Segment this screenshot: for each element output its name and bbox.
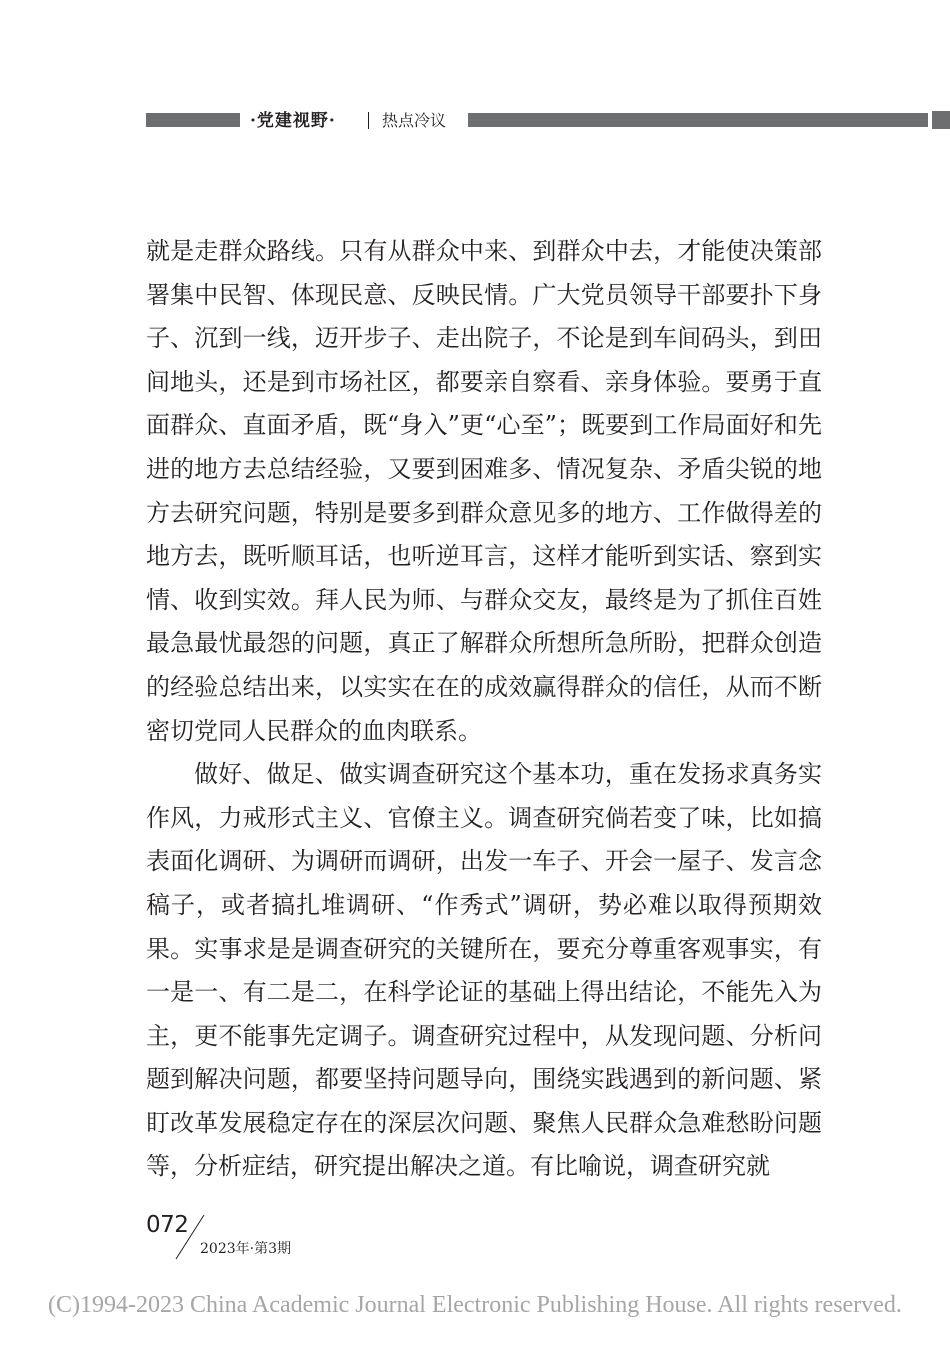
article-body <box>146 230 822 1189</box>
body-paragraph: 做好、做足、做实调查研究这个基本功，重在发扬求真务实作风，力戒形式主义、官僚主义。调查研究倘若变了味，比如搞表面化调研、为调研而调研，出发一车子、开会一屋子、发言念稿子，或者搞扎堆调研、“作秀式”调研，势必难以取得预期效果。实事求是是调查研究的关键所在，要充分尊重客观事实，有一是一、有二是二，在科学论证的基础上得出结论，不能先入为主，更不能事先定调子。调查研究过程中，从发现问题、分析问题到解决问题，都要坚持问题导向，围绕实践遇到的新问题、紧盯改革发展稳定存在的深层次问题、聚焦人民群众急难愁盼问题等，分析症结，研究提出解决之道。有比喻说，调查研究就 <box>146 760 822 1181</box>
section-title: 热点冷议 <box>382 111 447 130</box>
header-edge-block <box>932 111 950 129</box>
copyright-watermark: (C)1994-2023 China Academic Journal Electronic Publishing House. All rights reserved. <box>48 1292 902 1318</box>
header-bar-right <box>468 113 928 127</box>
header-bar-left <box>146 113 240 127</box>
running-header <box>146 108 950 134</box>
column-title: ·党建视野· <box>250 111 336 131</box>
body-paragraph: 就是走群众路线。只有从群众中来、到群众中去，才能使决策部署集中民智、体现民意、反映民情。广大党员领导干部要扑下身子、沉到一线，迈开步子、走出院子，不论是到车间码头，到田间地头，还是到市场社区，都要亲自察看、亲身体验。要勇于直面群众、直面矛盾，既“身入”更“心至”；既要到工作局面好和先进的地方去总结经验，又要到困难多、情况复杂、矛盾尖锐的地方去研究问题，特别是要多到群众意见多的地方、工作做得差的地方去，既听顺耳话，也听逆耳言，这样才能听到实话、察到实情、收到实效。拜人民为师、与群众交友，最终是为了抓住百姓最急最忧最怨的问题，真正了解群众所想所急所盼，把群众创造的经验总结出来，以实实在在的成效赢得群众的信任，从而不断密切党同人民群众的血肉联系。 <box>146 237 822 745</box>
page-number: 072 <box>146 1212 189 1238</box>
header-separator <box>368 112 369 129</box>
issue-label: 2023年·第3期 <box>200 1241 291 1257</box>
